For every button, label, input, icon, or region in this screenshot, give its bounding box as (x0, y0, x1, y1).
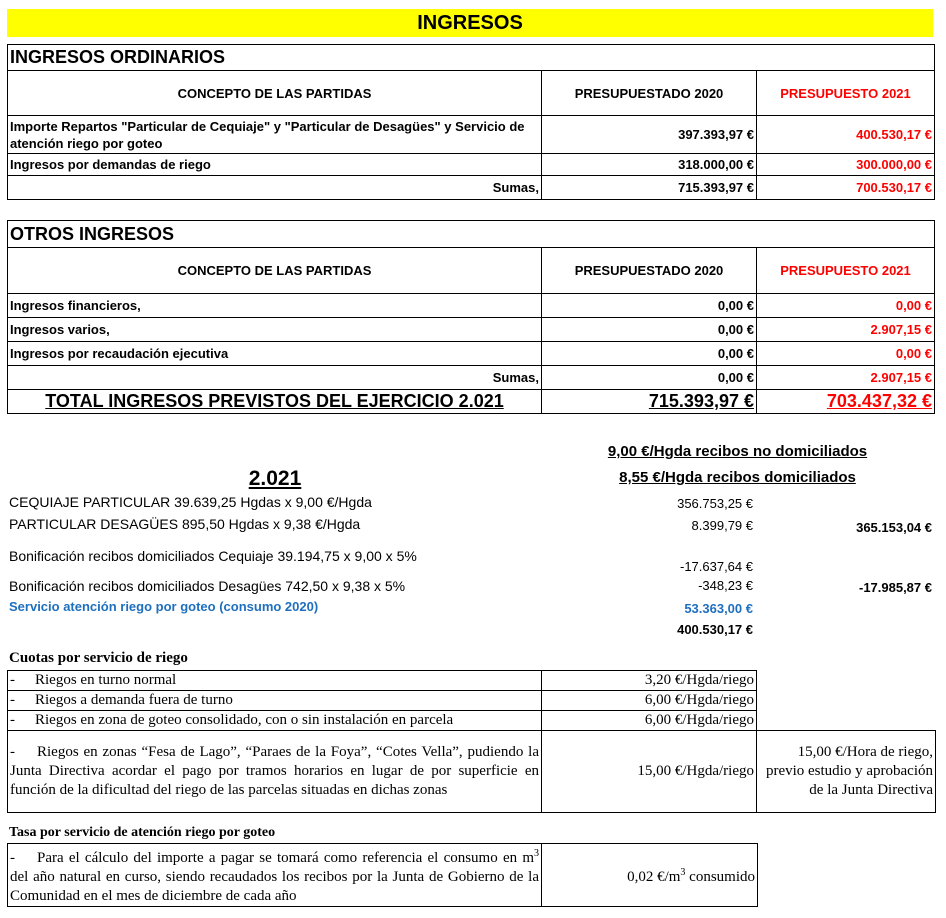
detalle-line-label: Servicio atención riego por goteo (consumo 2020) (9, 599, 319, 614)
detalle-line-value: 53.363,00 € (684, 601, 753, 616)
detalle-line-label: CEQUIAJE PARTICULAR 39.639,25 Hgdas x 9,00 €/Hgda (9, 494, 372, 510)
cuotas-heading: Cuotas por servicio de riego (9, 650, 188, 666)
table-row-2021: 0,00 € (757, 342, 935, 366)
sumas-2021: 700.530,17 € (757, 176, 935, 200)
total-2020: 715.393,97 € (542, 390, 757, 414)
ordinarios-table (7, 44, 935, 200)
dash: - (10, 692, 15, 708)
detalle-line-value: -17.637,64 € (679, 559, 753, 574)
table-row-2020: 318.000,00 € (542, 154, 757, 176)
table-row (8, 671, 542, 691)
table-row (8, 691, 542, 711)
table-row (8, 711, 542, 731)
tasa-text: Para el cálculo del importe a pagar se tomará como referencia el consumo en m (37, 850, 534, 866)
detalle-line-label: PARTICULAR DESAGÜES 895,50 Hgdas x 9,38 €/Hgda (9, 516, 361, 532)
table-row-label: Ingresos financieros, (8, 294, 542, 318)
cuota-value: 3,20 €/Hgda/riego (542, 671, 757, 691)
detalle-subtotal: 365.153,04 € (856, 520, 932, 535)
dash: - (10, 850, 15, 866)
cuota-value: 6,00 €/Hgda/riego (542, 711, 757, 731)
col-2020: PRESUPUESTADO 2020 (542, 248, 757, 294)
sumas-2020: 715.393,97 € (542, 176, 757, 200)
table-row-label: Importe Repartos "Particular de Cequiaje" y "Particular de Desagües" y Servicio de atención riego por goteo (8, 116, 542, 154)
tasa-heading: Tasa por servicio de atención riego por goteo (9, 825, 276, 840)
cuota-extra: 15,00 €/Hora de riego, previo estudio y aprobación de la Junta Directiva (757, 731, 936, 813)
table-row (8, 731, 542, 813)
total-label: TOTAL INGRESOS PREVISTOS DEL EJERCICIO 2.021 (8, 390, 542, 414)
table-row-label: Ingresos por demandas de riego (8, 154, 542, 176)
ordinarios-heading: INGRESOS ORDINARIOS (8, 45, 935, 71)
table-row-2021: 300.000,00 € (757, 154, 935, 176)
cuota-value: 15,00 €/Hgda/riego (542, 731, 757, 813)
table-row-2021: 2.907,15 € (757, 318, 935, 342)
cuota-text: Riegos en zonas “Fesa de Lago”, “Paraes de la Foya”, “Cotes Vella”, pudiendo la Junta Directiva acordar el pago por tramos horarios en lugar de por superficie en función de la dificultad del riego de las parcelas situadas en dichas zonas (10, 744, 539, 798)
col-concepto: CONCEPTO DE LAS PARTIDAS (8, 248, 542, 294)
table-row (8, 844, 542, 907)
tasa-table (7, 843, 758, 907)
tasa-value (542, 844, 758, 907)
detalle-subtotal: -17.985,87 € (858, 580, 932, 595)
sumas-label: Sumas, (8, 176, 542, 200)
detalle-line-label: Bonificación recibos domiciliados Cequiaje 39.194,75 x 9,00 x 5% (9, 548, 417, 564)
sumas-2020: 0,00 € (542, 366, 757, 390)
col-2020: PRESUPUESTADO 2020 (542, 71, 757, 116)
cuota-value: 6,00 €/Hgda/riego (542, 691, 757, 711)
otros-table (7, 220, 935, 414)
page-title: INGRESOS (7, 9, 933, 37)
cuota-text: Riegos en zona de goteo consolidado, con o sin instalación en parcela (35, 712, 454, 728)
table-row-2020: 0,00 € (542, 318, 757, 342)
detalle-line-value: 8.399,79 € (691, 518, 753, 533)
rate-no-domiciliados: 9,00 €/Hgda recibos no domiciliados (607, 443, 868, 460)
table-row-label: Ingresos varios, (8, 318, 542, 342)
cuotas-table (7, 670, 936, 813)
sumas-2021: 2.907,15 € (757, 366, 935, 390)
total-2021: 703.437,32 € (757, 390, 935, 414)
dash: - (10, 744, 15, 760)
detalle-line-value: -348,23 € (698, 578, 753, 593)
table-row-2021: 0,00 € (757, 294, 935, 318)
sumas-label: Sumas, (8, 366, 542, 390)
table-row-2020: 397.393,97 € (542, 116, 757, 154)
col-2021: PRESUPUESTO 2021 (757, 71, 935, 116)
tasa-value-sup: 3 (680, 867, 686, 878)
detalle-year: 2.021 (248, 467, 302, 490)
dash: - (10, 672, 15, 688)
dash: - (10, 712, 15, 728)
table-row-2020: 0,00 € (542, 294, 757, 318)
detalle-line-value: 356.753,25 € (677, 496, 753, 511)
table-row-2020: 0,00 € (542, 342, 757, 366)
tasa-value-text: 0,02 €/m (627, 869, 681, 885)
detalle-line-label: Bonificación recibos domiciliados Desagües 742,50 x 9,38 x 5% (9, 578, 406, 594)
otros-heading: OTROS INGRESOS (8, 221, 935, 248)
tasa-text-after: del año natural en curso, siendo recaudados los recibos por la Junta de Gobierno de la Comunidad en el mes de diciembre de cada año (10, 869, 539, 904)
table-row-2021: 400.530,17 € (757, 116, 935, 154)
col-2021: PRESUPUESTO 2021 (757, 248, 935, 294)
table-row-label: Ingresos por recaudación ejecutiva (8, 342, 542, 366)
detalle-total: 400.530,17 € (677, 622, 753, 637)
cuota-text: Riegos en turno normal (35, 672, 177, 688)
cuota-text: Riegos a demanda fuera de turno (35, 692, 233, 708)
tasa-value-after: consumido (685, 869, 755, 885)
tasa-sup: 3 (534, 848, 539, 859)
rate-domiciliados: 8,55 €/Hgda recibos domiciliados (619, 469, 856, 486)
col-concepto: CONCEPTO DE LAS PARTIDAS (8, 71, 542, 116)
